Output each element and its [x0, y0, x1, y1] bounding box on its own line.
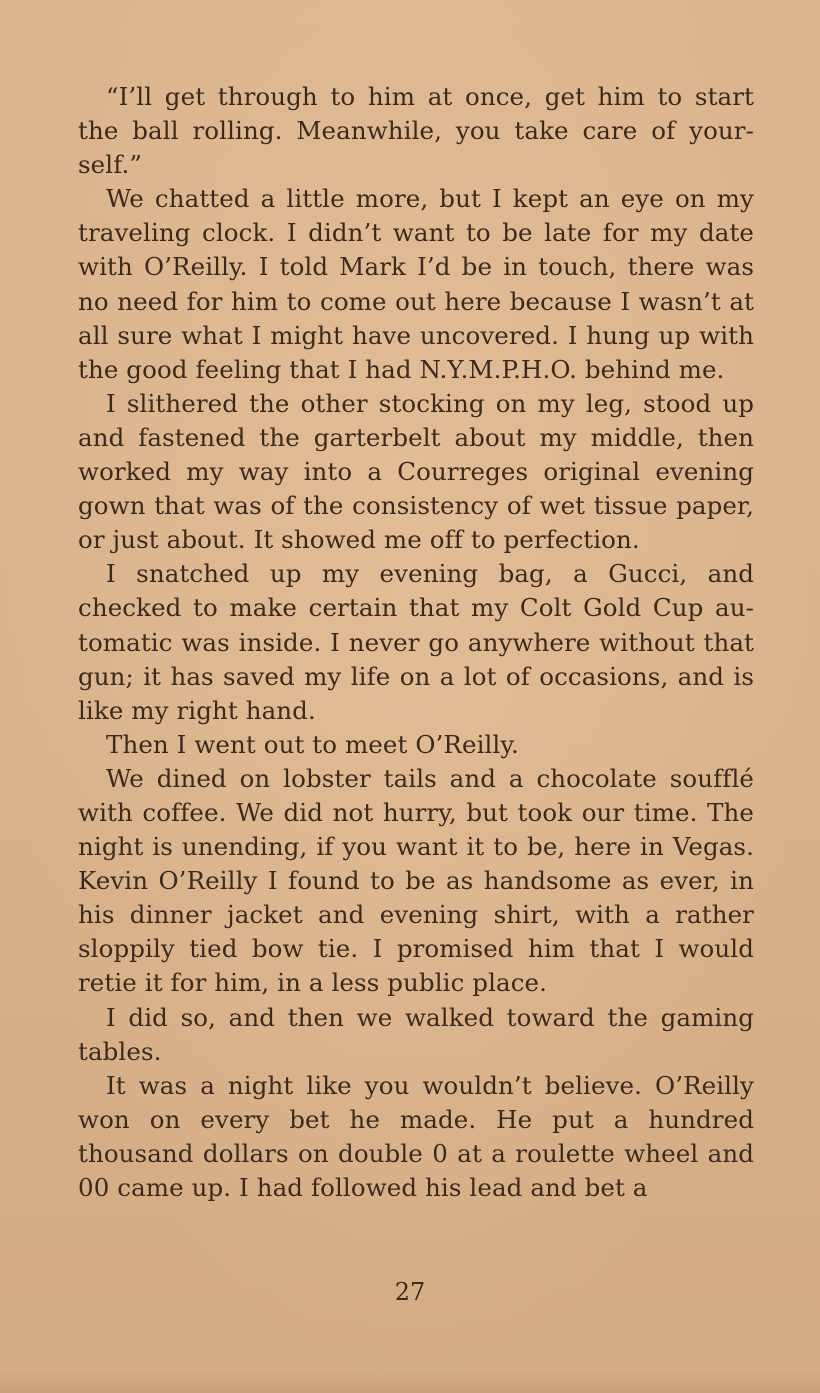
paragraph-3: I slithered the other stocking on my leg, stood up and fastened the garterbelt about my middle, then worked my way into a Courreges original evening gown that was of the consistency of wet tissue paper, or just about. It showed me off to perfection.	[78, 388, 754, 555]
page-number: 27	[394, 1278, 426, 1306]
paragraph-1: “I’ll get through to him at once, get him to start the ball rolling. Meanwhile, you take care of your-self.”	[78, 82, 754, 180]
paragraph-2: We chatted a little more, but I kept an eye on my traveling clock. I didn’t want to be late for my date with O’Reilly. I told Mark I’d be in touch, there was no need for him to come out here because I wasn’t at all sure what I might have uncovered. I hung up with the good feeling that I had N.Y.M.P.H.O. behind me.	[78, 184, 754, 384]
paragraph-7: I did so, and then we walked toward the gaming tables.	[78, 1002, 754, 1066]
paragraph-5: Then I went out to meet O’Reilly.	[106, 729, 519, 759]
paragraph-8: It was a night like you wouldn’t believe. O’Reilly won on every bet he made. He put a hundred thousand dollars on double 0 at a roulette wheel and 00 came up. I had followed his lead and bet a	[78, 1070, 754, 1202]
paragraph-4: I snatched up my evening bag, a Gucci, and checked to make certain that my Colt Gold Cup au-tomatic was inside. I never go anywhere without that gun; it has saved my life on a lot of occasions, and is like my right hand.	[78, 559, 754, 725]
body-text	[78, 80, 754, 1205]
paragraph-6: We dined on lobster tails and a chocolate soufflé with coffee. We did not hurry, but took our time. The night is unending, if you want it to be, here in Vegas. Kevin O’Reilly I found to be as handsome as ever, in his dinner jacket and evening shirt, with a rather sloppily tied bow tie. I promised him that I would retie it for him, in a less public place.	[78, 763, 754, 998]
